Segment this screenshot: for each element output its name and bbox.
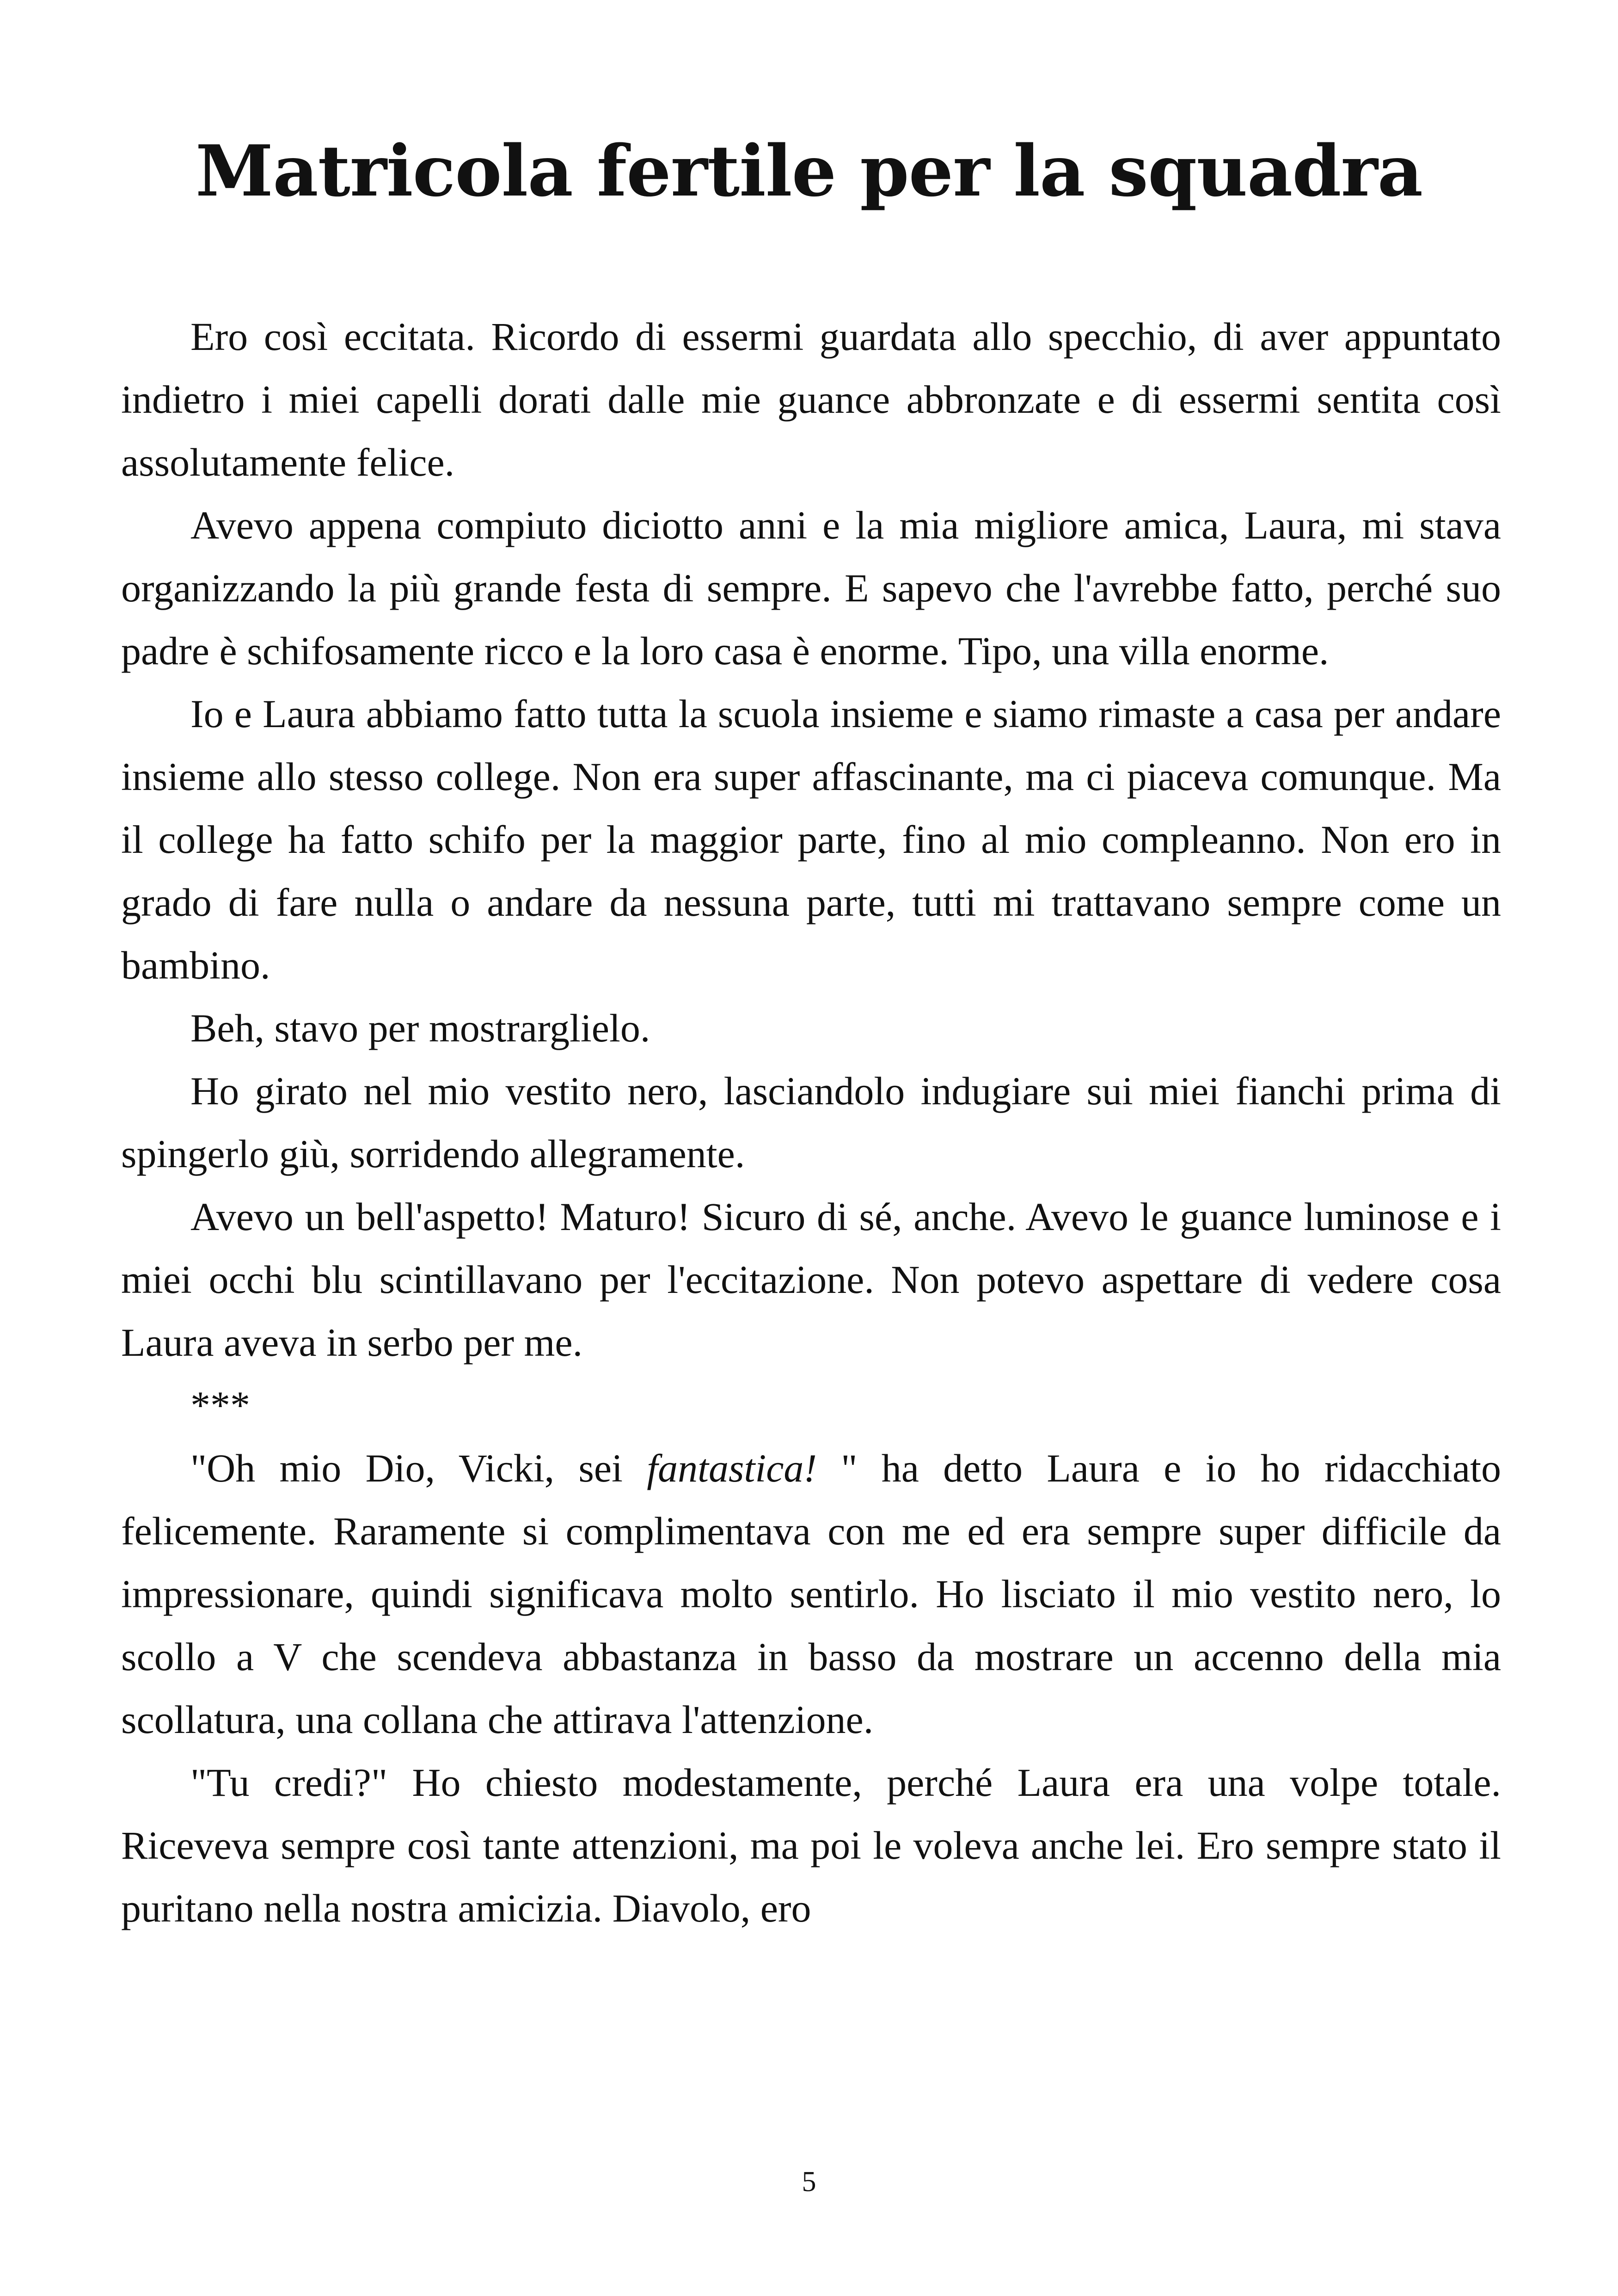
dialogue-paragraph: [121, 1437, 1501, 1751]
dialogue-text-end: " ha detto Laura e io ho ridacchiato felicemente. Raramente si complimentava con me ed era sempre super difficile da impressionare, quindi significava molto sentirlo. Ho lisciato il mio vestito nero, lo scollo a V che scendeva abbastanza in basso da mostrare un accenno della mia scollatura, una collana che attirava l'attenzione.: [121, 1446, 1501, 1742]
page-number: 5: [802, 2166, 816, 2198]
dialogue-emphasis: fantastica!: [647, 1446, 817, 1490]
paragraph: Beh, stavo per mostrarglielo.: [190, 1006, 650, 1050]
paragraph: Ero così eccitata. Ricordo di essermi guardata allo specchio, di aver appuntato indietro i miei capelli dorati dalle mie guance abbronzate e di essermi sentita così assolutamente felice.: [121, 314, 1501, 484]
paragraph: Avevo appena compiuto diciotto anni e la mia migliore amica, Laura, mi stava organizzando la più grande festa di sempre. E sapevo che l'avrebbe fatto, perché suo padre è schifosamente ricco e la loro casa è enorme. Tipo, una villa enorme.: [121, 503, 1501, 673]
scene-break: ***: [190, 1383, 250, 1427]
dialogue-text-start: "Oh mio Dio, Vicki, sei: [190, 1446, 647, 1490]
body-text: [121, 305, 1501, 1940]
paragraph: Avevo un bell'aspetto! Maturo! Sicuro di sé, anche. Avevo le guance luminose e i miei occhi blu scintillavano per l'eccitazione. Non potevo aspettare di vedere cosa Laura aveva in serbo per me.: [121, 1194, 1501, 1365]
page-title: Matricola fertile per la squadra: [195, 129, 1423, 212]
paragraph: "Tu credi?" Ho chiesto modestamente, perché Laura era una volpe totale. Riceveva sempre così tante attenzioni, ma poi le voleva anche lei. Ero sempre stato il puritano nella nostra amicizia. Diavolo, ero: [121, 1760, 1501, 1930]
paragraph: Ho girato nel mio vestito nero, lasciandolo indugiare sui miei fianchi prima di spingerlo giù, sorridendo allegramente.: [121, 1069, 1501, 1176]
paragraph: Io e Laura abbiamo fatto tutta la scuola insieme e siamo rimaste a casa per andare insieme allo stesso college. Non era super affascinante, ma ci piaceva comunque. Ma il college ha fatto schifo per la maggior parte, fino al mio compleanno. Non ero in grado di fare nulla o andare da nessuna parte, tutti mi trattavano sempre come un bambino.: [121, 692, 1501, 987]
